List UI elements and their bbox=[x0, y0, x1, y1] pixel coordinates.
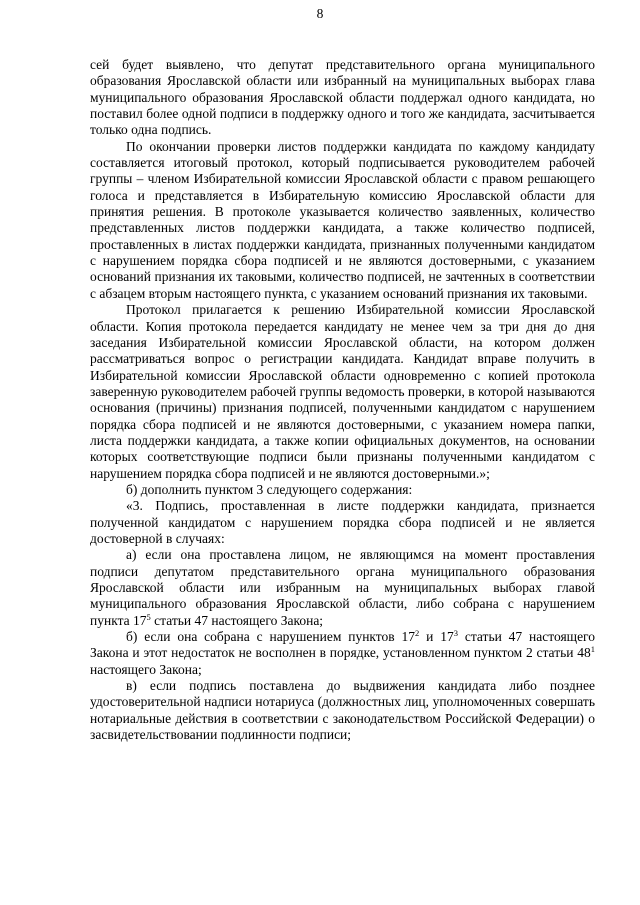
superscript: 5 bbox=[146, 611, 151, 622]
paragraph bbox=[90, 482, 595, 498]
superscript: 1 bbox=[590, 644, 595, 655]
text-run: сей будет выявлено, что депутат представительного органа муниципального образования Ярославской области или избранный на муниципальных выборах глава муниципального образования Ярославской области поддержал одного кандидата, но поставил более одной подписи в поддержку одного и того же кандидата, засчитывается только одна подпись. bbox=[90, 57, 595, 138]
paragraph bbox=[90, 629, 595, 678]
paragraph bbox=[90, 547, 595, 629]
superscript: 2 bbox=[415, 628, 420, 639]
paragraph bbox=[90, 57, 595, 139]
page-number: 8 bbox=[316, 6, 324, 21]
text-run: «3. Подпись, проставленная в листе поддержки кандидата, признается полученной кандидатом с нарушением порядка сбора подписей и не является достоверной в случаях: bbox=[90, 498, 595, 546]
paragraph bbox=[90, 302, 595, 482]
text-run: а) если она проставлена лицом, не являющимся на момент проставления подписи депутатом представительного органа муниципального образования Ярославской области или избранным на муниципальных выборах главой муниципального образования Ярославской области, либо собрана с нарушением пункта 17 bbox=[90, 547, 595, 628]
superscript: 3 bbox=[453, 628, 458, 639]
paragraph bbox=[90, 139, 595, 302]
paragraph bbox=[90, 498, 595, 547]
text-run: б) дополнить пунктом 3 следующего содержания: bbox=[126, 481, 413, 497]
text-run: По окончании проверки листов поддержки кандидата по каждому кандидату составляется итоговый протокол, который подписывается руководителем рабочей группы – членом Избирательной комиссии Ярославской области с правом решающего голоса и представляется в Избирательную комиссию Ярославской области для принятия решения. В протоколе указывается количество заявленных, количество представленных листов поддержки кандидата, а также количество подписей, проставленных в листах поддержки кандидата, признанных полученными кандидатом с нарушением порядка сбора подписей и не являются достоверными, с указанием оснований признания их таковыми, количество подписей, не зачтенных в соответствии с абзацем вторым настоящего пункта, с указанием оснований признания их таковыми. bbox=[90, 138, 595, 301]
text-run: Протокол прилагается к решению Избирательной комиссии Ярославской области. Копия протокола передается кандидату не менее чем за три дня до дня заседания Избирательной комиссии Ярославской области, на котором должен рассматриваться вопрос о регистрации кандидата. Кандидат вправе получить в Избирательной комиссии Ярославской области одновременно с копией протокола заверенную руководителем рабочей группы ведомость проверки, в которой называются основания (причины) признания подписей, полученными кандидатом с нарушением порядка сбора подписей и не являются достоверными, с указанием номера папки, листа поддержки кандидата, а также копии официальных документов, на основании которых соответствующие подписи были признаны полученными кандидатом с нарушением порядка сбора подписей и не являются достоверными.»; bbox=[90, 302, 595, 481]
document-body bbox=[90, 57, 595, 743]
paragraph bbox=[90, 678, 595, 743]
text-run: настоящего Закона; bbox=[90, 661, 202, 677]
text-run: б) если она собрана с нарушением пунктов 17 bbox=[126, 629, 416, 645]
text-run: статьи 47 настоящего Закона; bbox=[150, 612, 324, 628]
text-run: и 17 bbox=[419, 629, 454, 645]
text-run: в) если подпись поставлена до выдвижения кандидата либо позднее удостоверительной надписи нотариуса (должностных лиц, уполномоченных совершать нотариальные действия в соответствии с законодательством Российской Федерации) о засвидетельствовании подлинности подписи; bbox=[90, 678, 595, 743]
text-run: статьи 47 настоящего Закона и этот недостаток не восполнен в порядке, установленном пунктом 2 статьи 48 bbox=[90, 629, 596, 661]
